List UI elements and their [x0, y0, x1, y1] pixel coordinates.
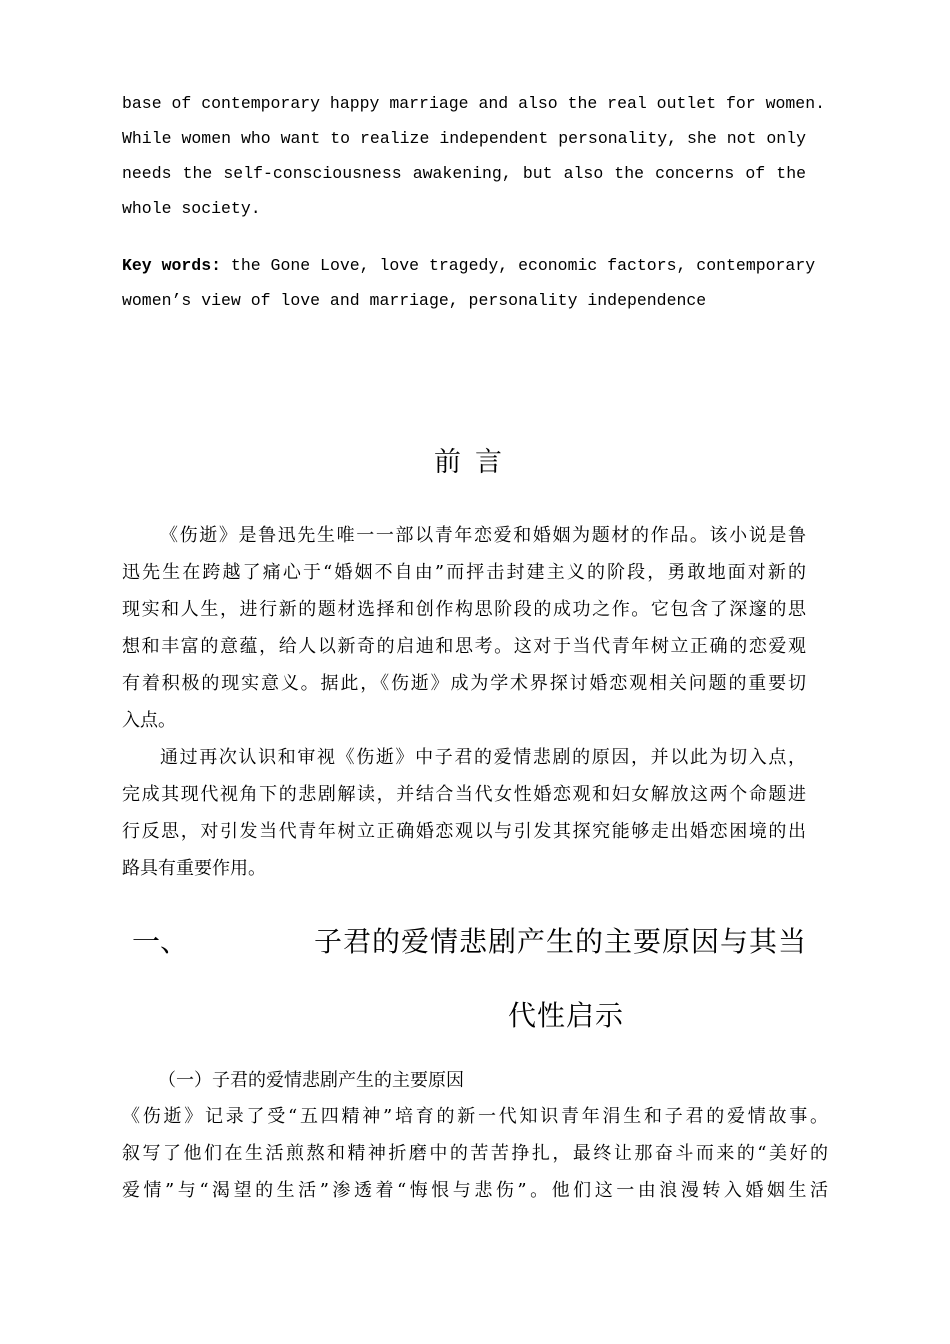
paragraph-line: 爱情”与“渴望的生活”渗透着“悔恨与悲伤”。他们这一由浪漫转入婚姻生活: [122, 1180, 828, 1201]
keywords-paragraph: [122, 248, 816, 318]
paragraph-line: 路具有重要作用。: [122, 858, 266, 879]
chapter-title-line-1: 子君的爱情悲剧产生的主要原因与其当: [314, 925, 808, 958]
keywords-line-1: [122, 248, 816, 283]
paragraph-line: 现实和人生，进行新的题材选择和创作构思阶段的成功之作。它包含了深邃的思: [122, 599, 806, 620]
keywords-line-2: women’s view of love and marriage, personality independence: [122, 291, 707, 310]
paragraph-line: 有着积极的现实意义。据此，《伤逝》成为学术界探讨婚恋观相关问题的重要切: [122, 673, 806, 694]
abstract-tail-paragraph: [122, 86, 826, 226]
paragraph-line: 迅先生在跨越了痛心于“婚姻不自由”而抨击封建主义的阶段，勇敢地面对新的: [122, 562, 806, 583]
paragraph-line: 行反思，对引发当代青年树立正确婚恋观以与引发其探究能够走出婚恋困境的出: [122, 821, 806, 842]
abstract-line: whole society.: [122, 199, 261, 218]
section-paragraph-1: [122, 1098, 828, 1209]
abstract-line: While women who want to realize independent personality, she not only: [122, 129, 806, 148]
chapter-number: 一、: [132, 925, 189, 958]
paragraph-line: 《伤逝》记录了受“五四精神”培育的新一代知识青年涓生和子君的爱情故事。: [122, 1106, 828, 1127]
paragraph-line: 叙写了他们在生活煎熬和精神折磨中的苦苦挣扎，最终让那奋斗而来的“美好的: [122, 1143, 828, 1164]
chapter-heading: [0, 918, 950, 1048]
preface-paragraph-2: [122, 739, 806, 887]
chapter-title-line-2: 代性启示: [508, 999, 625, 1032]
section-subheading: （一）子君的爱情悲剧产生的主要原因: [158, 1070, 464, 1091]
keywords-text: the Gone Love, love tragedy, economic factors, contemporary: [221, 256, 816, 275]
keywords-label: Key words:: [122, 256, 222, 275]
paragraph-line: 想和丰富的意蕴，给人以新奇的启迪和思考。这对于当代青年树立正确的恋爱观: [122, 636, 806, 657]
paragraph-line: 《伤逝》是鲁迅先生唯一一部以青年恋爱和婚姻为题材的作品。该小说是鲁: [160, 525, 806, 546]
paragraph-line: 入点。: [122, 710, 176, 731]
preface-paragraph-1: [122, 517, 806, 739]
abstract-line: needs the self-consciousness awakening, but also the concerns of the: [122, 164, 806, 183]
paragraph-line: 通过再次认识和审视《伤逝》中子君的爱情悲剧的原因，并以此为切入点，: [160, 747, 806, 768]
preface-title: 前言: [434, 447, 516, 478]
paragraph-line: 完成其现代视角下的悲剧解读，并结合当代女性婚恋观和妇女解放这两个命题进: [122, 784, 806, 805]
abstract-line: base of contemporary happy marriage and also the real outlet for women.: [122, 94, 826, 113]
